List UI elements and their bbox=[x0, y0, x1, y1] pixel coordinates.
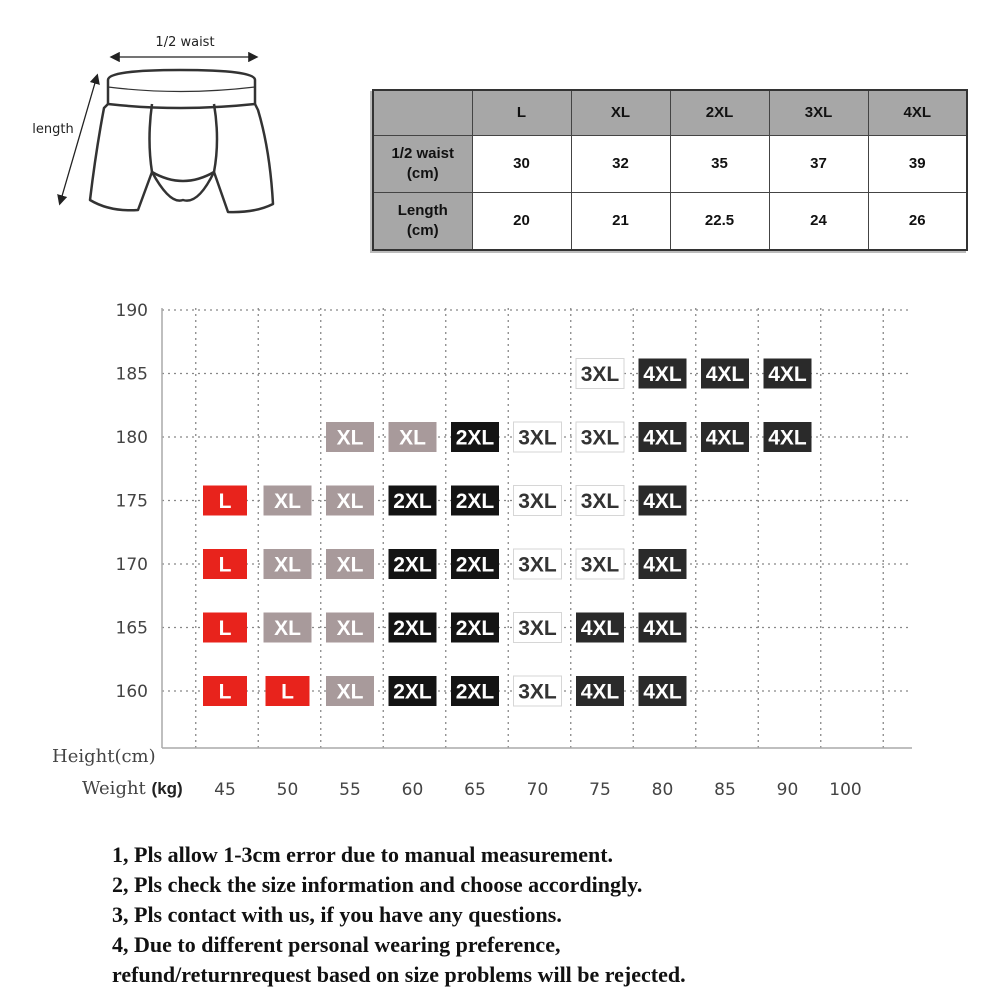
size-cell-label: 2XL bbox=[455, 490, 495, 513]
size-cell-label: 4XL bbox=[643, 426, 682, 450]
table-row-half-waist bbox=[373, 136, 967, 193]
size-cell-label: L bbox=[218, 680, 232, 704]
y-tick-label: 165 bbox=[115, 618, 148, 639]
row-label-line1: Length bbox=[397, 202, 448, 219]
note-line: 4, Due to different personal wearing preference, bbox=[112, 932, 561, 957]
table-header-row bbox=[373, 90, 967, 136]
size-cell-label: 2XL bbox=[393, 490, 432, 513]
note-line: 1, Pls allow 1-3cm error due to manual measurement. bbox=[112, 842, 614, 867]
size-cell-label: L bbox=[218, 553, 232, 577]
size-cell-label: 2XL bbox=[393, 617, 432, 640]
height-weight-size-chart bbox=[50, 270, 950, 820]
size-cell-label: 3XL bbox=[580, 426, 620, 450]
size-cell-label: XL bbox=[336, 680, 364, 704]
header-size-3xl: 3XL bbox=[769, 90, 868, 136]
size-cell-label: L bbox=[218, 617, 232, 640]
row-label-line2: (cm) bbox=[406, 222, 439, 239]
size-cell-label: XL bbox=[399, 426, 426, 450]
y-tick-label: 180 bbox=[115, 428, 148, 448]
size-notes-list bbox=[112, 840, 686, 990]
size-cell-2xl bbox=[451, 486, 499, 516]
size-cell-xl bbox=[326, 486, 374, 516]
size-cell-2xl bbox=[451, 422, 499, 452]
table-cell: 22.5 bbox=[670, 193, 769, 251]
x-tick-label: 90 bbox=[776, 780, 799, 800]
size-cell-label: 4XL bbox=[643, 553, 682, 577]
row-label-half-waist bbox=[373, 136, 472, 193]
size-cell-label: XL bbox=[336, 553, 364, 577]
size-cell-label: 3XL bbox=[518, 426, 557, 450]
size-cell-2xl bbox=[451, 676, 499, 706]
boxer-shorts-icon bbox=[90, 70, 273, 212]
size-cell-l bbox=[203, 613, 247, 643]
x-tick-label: 70 bbox=[526, 780, 549, 800]
x-tick-label: 85 bbox=[714, 780, 736, 800]
header-size-4xl: 4XL bbox=[868, 90, 967, 136]
size-cell-xl bbox=[264, 613, 312, 643]
size-cell-4xl bbox=[639, 613, 687, 643]
size-cell-4xl bbox=[639, 486, 687, 516]
y-tick-label: 170 bbox=[115, 555, 148, 575]
header-size-2xl: 2XL bbox=[670, 90, 769, 136]
x-tick-label: 75 bbox=[589, 780, 611, 800]
size-cell-label: 2XL bbox=[393, 553, 432, 577]
size-cell-label: 3XL bbox=[518, 490, 557, 513]
size-cell-label: 4XL bbox=[643, 617, 682, 640]
size-cell-xl bbox=[326, 676, 374, 706]
size-cell-4xl bbox=[639, 549, 687, 579]
size-cell-3xl bbox=[576, 359, 624, 389]
size-cell-3xl bbox=[576, 422, 624, 452]
size-cell-4xl bbox=[764, 422, 812, 452]
x-tick-label: 60 bbox=[401, 780, 424, 800]
size-cell-label: 4XL bbox=[580, 617, 620, 640]
row-label-line1: 1/2 waist bbox=[391, 145, 455, 162]
size-cell-label: XL bbox=[274, 617, 301, 640]
size-cell-3xl bbox=[514, 422, 562, 452]
size-cell-4xl bbox=[576, 613, 624, 643]
size-cell-label: 4XL bbox=[643, 363, 682, 386]
table-row-length bbox=[373, 193, 967, 251]
size-cell-label: XL bbox=[336, 617, 364, 640]
size-cell-3xl bbox=[576, 549, 624, 579]
size-cell-2xl bbox=[389, 676, 437, 706]
y-tick-label: 185 bbox=[115, 364, 148, 385]
note-line: refund/returnrequest based on size problems will be rejected. bbox=[112, 962, 686, 987]
y-tick-label: 160 bbox=[115, 682, 148, 702]
size-cell-l bbox=[203, 486, 247, 516]
size-cell-label: 3XL bbox=[518, 553, 557, 577]
size-cell-label: L bbox=[281, 680, 294, 704]
size-cell-label: 4XL bbox=[643, 490, 682, 513]
size-cell-label: 3XL bbox=[580, 363, 620, 386]
y-tick-label: 190 bbox=[115, 301, 148, 321]
table-cell: 32 bbox=[571, 136, 670, 193]
size-cell-label: 4XL bbox=[768, 426, 807, 450]
size-cell-2xl bbox=[389, 549, 437, 579]
table-cell: 35 bbox=[670, 136, 769, 193]
size-cell-2xl bbox=[389, 613, 437, 643]
size-cell-4xl bbox=[639, 422, 687, 452]
size-cell-4xl bbox=[701, 422, 749, 452]
size-cell-label: L bbox=[218, 490, 232, 513]
size-cell-l bbox=[203, 676, 247, 706]
size-cell-l bbox=[266, 676, 310, 706]
chart-cells bbox=[203, 359, 812, 707]
table-cell: 37 bbox=[769, 136, 868, 193]
x-axis-title-word: Weight bbox=[82, 778, 146, 799]
size-cell-2xl bbox=[389, 486, 437, 516]
size-cell-xl bbox=[264, 549, 312, 579]
size-cell-3xl bbox=[514, 676, 562, 706]
half-waist-label: 1/2 waist bbox=[155, 35, 215, 50]
size-cell-xl bbox=[389, 422, 437, 452]
size-cell-2xl bbox=[451, 549, 499, 579]
header-size-l: L bbox=[472, 90, 571, 136]
x-tick-label: 100 bbox=[829, 780, 862, 800]
size-cell-label: XL bbox=[274, 490, 301, 513]
size-cell-3xl bbox=[576, 486, 624, 516]
header-size-xl: XL bbox=[571, 90, 670, 136]
size-cell-label: 4XL bbox=[705, 426, 745, 450]
size-cell-label: 4XL bbox=[643, 680, 682, 704]
size-cell-label: 3XL bbox=[580, 553, 620, 577]
x-axis-labels bbox=[214, 780, 862, 800]
table-cell: 39 bbox=[868, 136, 967, 193]
size-cell-label: XL bbox=[336, 490, 364, 513]
length-label: length bbox=[32, 122, 74, 137]
y-axis-labels bbox=[116, 301, 148, 702]
table-cell: 30 bbox=[472, 136, 571, 193]
size-cell-label: 3XL bbox=[580, 490, 620, 513]
size-cell-label: 3XL bbox=[518, 680, 557, 704]
x-axis-title bbox=[82, 778, 183, 799]
size-cell-label: 4XL bbox=[705, 363, 745, 386]
table-corner-cell bbox=[373, 90, 472, 136]
row-label-line2: (cm) bbox=[406, 165, 439, 182]
note-line: 3, Pls contact with us, if you have any questions. bbox=[112, 902, 562, 927]
x-axis-title-unit: (kg) bbox=[151, 779, 183, 798]
size-cell-4xl bbox=[639, 359, 687, 389]
boxer-measurement-diagram bbox=[0, 0, 280, 240]
size-cell-label: 2XL bbox=[455, 426, 495, 450]
size-cell-2xl bbox=[451, 613, 499, 643]
table-cell: 20 bbox=[472, 193, 571, 251]
x-tick-label: 65 bbox=[464, 780, 486, 800]
size-cell-label: 2XL bbox=[455, 680, 495, 704]
size-cell-xl bbox=[326, 549, 374, 579]
table-cell: 26 bbox=[868, 193, 967, 251]
size-cell-label: 3XL bbox=[518, 617, 557, 640]
size-measurement-table bbox=[372, 89, 968, 251]
row-label-length bbox=[373, 193, 472, 251]
x-tick-label: 50 bbox=[276, 780, 299, 800]
size-cell-xl bbox=[326, 613, 374, 643]
size-cell-label: XL bbox=[274, 553, 301, 577]
size-cell-label: 4XL bbox=[768, 363, 807, 386]
y-axis-title: Height(cm) bbox=[52, 746, 156, 767]
size-cell-3xl bbox=[514, 486, 562, 516]
size-cell-3xl bbox=[514, 613, 562, 643]
size-cell-xl bbox=[264, 486, 312, 516]
table-cell: 21 bbox=[571, 193, 670, 251]
size-cell-label: 4XL bbox=[580, 680, 620, 704]
size-cell-l bbox=[203, 549, 247, 579]
x-tick-label: 55 bbox=[339, 780, 361, 800]
size-cell-4xl bbox=[701, 359, 749, 389]
size-cell-4xl bbox=[639, 676, 687, 706]
size-cell-4xl bbox=[764, 359, 812, 389]
x-tick-label: 80 bbox=[651, 780, 674, 800]
y-tick-label: 175 bbox=[115, 491, 148, 512]
size-cell-4xl bbox=[576, 676, 624, 706]
note-line: 2, Pls check the size information and choose accordingly. bbox=[112, 872, 643, 897]
size-cell-3xl bbox=[514, 549, 562, 579]
size-cell-label: 2XL bbox=[455, 617, 495, 640]
x-tick-label: 45 bbox=[214, 780, 236, 800]
size-cell-label: 2XL bbox=[393, 680, 432, 704]
size-cell-xl bbox=[326, 422, 374, 452]
size-cell-label: 2XL bbox=[455, 553, 495, 577]
table-cell: 24 bbox=[769, 193, 868, 251]
size-cell-label: XL bbox=[336, 426, 364, 450]
